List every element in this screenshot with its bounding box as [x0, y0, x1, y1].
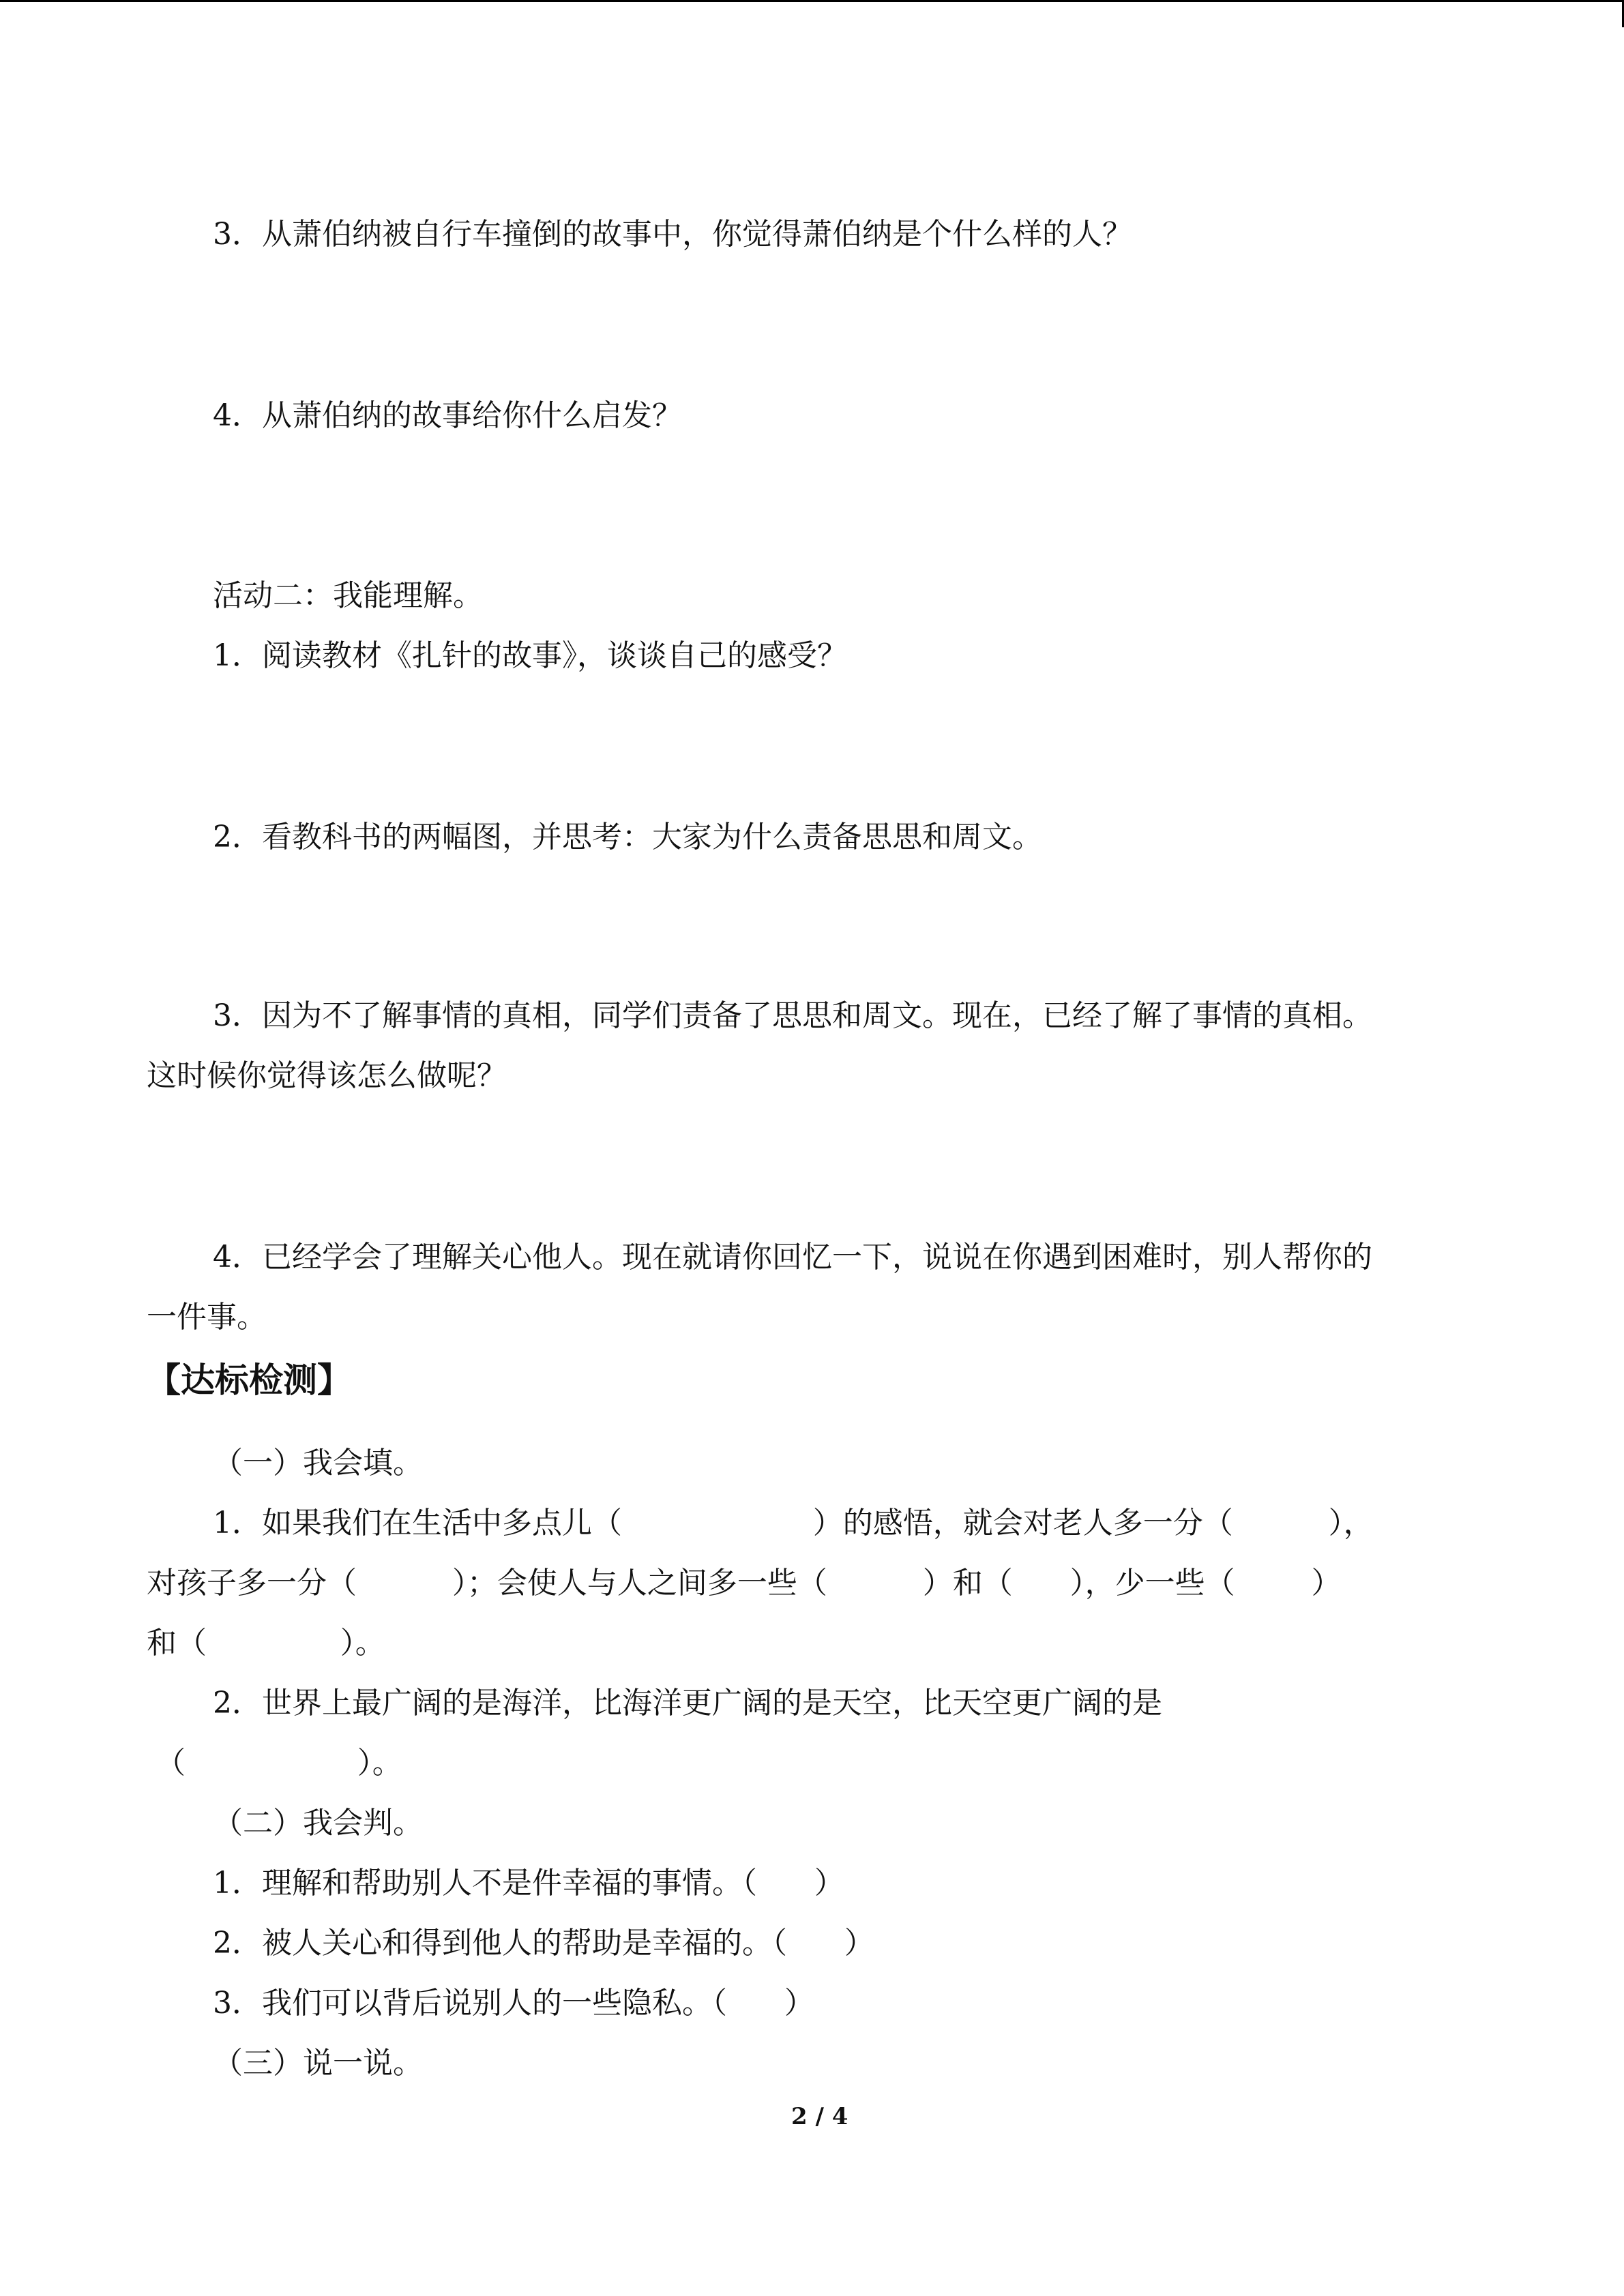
activity-two-question-4-line-1: 4．已经学会了理解关心他人。现在就请你回忆一下，说说在你遇到困难时，别人帮你的 [213, 1240, 1372, 1274]
question-3-xiao-bona-character: 3．从萧伯纳被自行车撞倒的故事中，你觉得萧伯纳是个什么样的人？ [213, 217, 1132, 252]
question-4-xiao-bona-inspiration: 4．从萧伯纳的故事给你什么启发？ [213, 398, 682, 433]
activity-two-question-4-line-2: 一件事。 [147, 1300, 267, 1335]
activity-two-question-2: 2．看教科书的两幅图，并思考：大家为什么责备思思和周文。 [213, 820, 1042, 854]
activity-two-question-3-line-1: 3．因为不了解事情的真相，同学们责备了思思和周文。现在，已经了解了事情的真相。 [213, 998, 1372, 1033]
judge-heading: （二）我会判。 [213, 1806, 423, 1840]
fill-question-2-line-2: （ ）。 [156, 1746, 402, 1780]
judge-question-3: 3．我们可以背后说别人的一些隐私。（ ） [213, 1986, 814, 2021]
fill-question-1-line-3: 和（ ）。 [147, 1626, 385, 1660]
fill-question-1-line-1: 1．如果我们在生活中多点儿（ ）的感悟，就会对老人多一分（ ）， [213, 1506, 1374, 1540]
fill-question-2-line-1: 2．世界上最广阔的是海洋，比海洋更广阔的是天空，比天空更广阔的是 [213, 1686, 1162, 1720]
activity-two-question-3-line-2: 这时候你觉得该怎么做呢？ [147, 1058, 507, 1093]
judge-question-2: 2．被人关心和得到他人的帮助是幸福的。（ ） [213, 1926, 874, 1960]
activity-two-heading: 活动二：我能理解。 [213, 578, 483, 613]
activity-two-question-1: 1．阅读教材《扎针的故事》，谈谈自己的感受？ [213, 638, 847, 673]
judge-question-1: 1．理解和帮助别人不是件幸福的事情。（ ） [213, 1866, 844, 1900]
say-heading: （三）说一说。 [213, 2046, 423, 2081]
fill-in-heading: （一）我会填。 [213, 1446, 423, 1480]
page-number: 2 / 4 [791, 2103, 848, 2130]
page-border-top [0, 0, 1624, 2]
section-title-assessment: 【达标检测】 [147, 1360, 351, 1400]
fill-question-1-line-2: 对孩子多一分（ ）；会使人与人之间多一些（ ）和（ ），少一些（ ） [147, 1566, 1342, 1600]
